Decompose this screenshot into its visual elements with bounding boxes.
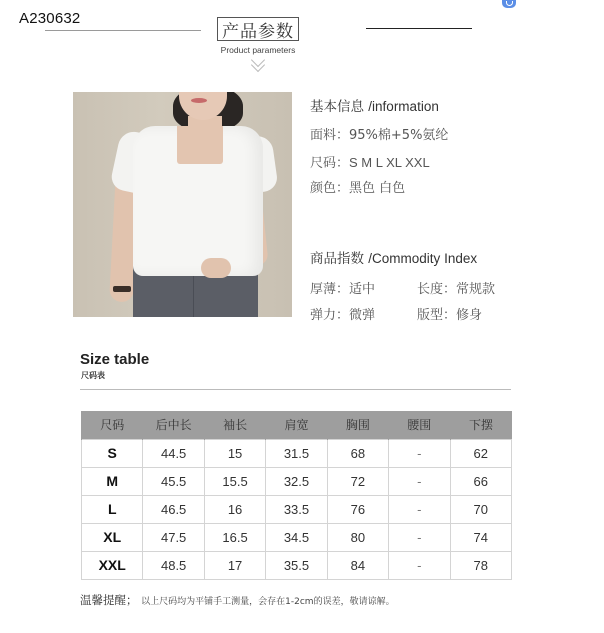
commodity-index-heading: 商品指数 /Commodity Index xyxy=(310,251,478,267)
cell-size: L xyxy=(82,495,143,523)
cell: 35.5 xyxy=(266,551,327,579)
color-row: 颜色：黑色 白色 xyxy=(310,181,406,196)
header-size: 尺码 xyxy=(82,411,143,439)
elasticity-row: 弹力：微弹 xyxy=(310,308,376,323)
cell: 15.5 xyxy=(204,467,265,495)
cell: 33.5 xyxy=(266,495,327,523)
cell: 48.5 xyxy=(143,551,204,579)
cell: 31.5 xyxy=(266,439,327,467)
table-row xyxy=(82,523,512,551)
header-shoulder-width: 肩宽 xyxy=(266,411,327,439)
cell: 32.5 xyxy=(266,467,327,495)
cell: 47.5 xyxy=(143,523,204,551)
header-hem: 下摆 xyxy=(450,411,511,439)
cell: 68 xyxy=(327,439,388,467)
thickness-row: 厚薄：适中 xyxy=(310,282,376,297)
table-header-row xyxy=(82,411,512,439)
cell: 46.5 xyxy=(143,495,204,523)
cell: - xyxy=(389,495,450,523)
cell: - xyxy=(389,467,450,495)
size-table-subtitle: 尺码表 xyxy=(81,371,105,380)
cell: 72 xyxy=(327,467,388,495)
section-title: 产品参数 xyxy=(217,17,299,41)
cell: 44.5 xyxy=(143,439,204,467)
cell: - xyxy=(389,523,450,551)
basic-info-heading: 基本信息 /information xyxy=(310,99,439,115)
table-row xyxy=(82,467,512,495)
size-table-divider xyxy=(80,389,511,390)
cell: 16.5 xyxy=(204,523,265,551)
cell: - xyxy=(389,551,450,579)
product-code: A230632 xyxy=(19,10,81,27)
cell: 62 xyxy=(450,439,511,467)
cell: 34.5 xyxy=(266,523,327,551)
cell: 17 xyxy=(204,551,265,579)
cell: 45.5 xyxy=(143,467,204,495)
cell-size: M xyxy=(82,467,143,495)
cell: 78 xyxy=(450,551,511,579)
table-row xyxy=(82,439,512,467)
fit-row: 版型：修身 xyxy=(417,308,483,323)
cell-size: S xyxy=(82,439,143,467)
cell-size: XL xyxy=(82,523,143,551)
cell: 74 xyxy=(450,523,511,551)
app-badge-icon[interactable] xyxy=(502,0,516,8)
product-photo xyxy=(73,92,292,317)
divider-left xyxy=(45,30,201,31)
table-row xyxy=(82,551,512,579)
cell: - xyxy=(389,439,450,467)
fabric-row: 面料：95%棉+5%氨纶 xyxy=(310,128,449,143)
divider-right xyxy=(366,28,472,29)
cell: 16 xyxy=(204,495,265,523)
size-table-title: Size table xyxy=(80,351,150,368)
measurement-note: 温馨提醒； 以上尺码均为平铺手工测量，会存在1-2cm的误差，敬请谅解。 xyxy=(80,593,395,607)
header-sleeve-length: 袖长 xyxy=(204,411,265,439)
header-chest: 胸围 xyxy=(327,411,388,439)
cell: 70 xyxy=(450,495,511,523)
cell: 84 xyxy=(327,551,388,579)
cell: 15 xyxy=(204,439,265,467)
cell: 76 xyxy=(327,495,388,523)
header-back-length: 后中长 xyxy=(143,411,204,439)
cell: 80 xyxy=(327,523,388,551)
table-row xyxy=(82,495,512,523)
cell-size: XXL xyxy=(82,551,143,579)
size-table xyxy=(81,411,512,580)
length-row: 长度：常规款 xyxy=(417,282,496,297)
cell: 66 xyxy=(450,467,511,495)
section-subtitle: Product parameters xyxy=(220,45,296,55)
header-waist: 腰围 xyxy=(389,411,450,439)
size-row: 尺码：S M L XL XXL xyxy=(310,155,430,171)
